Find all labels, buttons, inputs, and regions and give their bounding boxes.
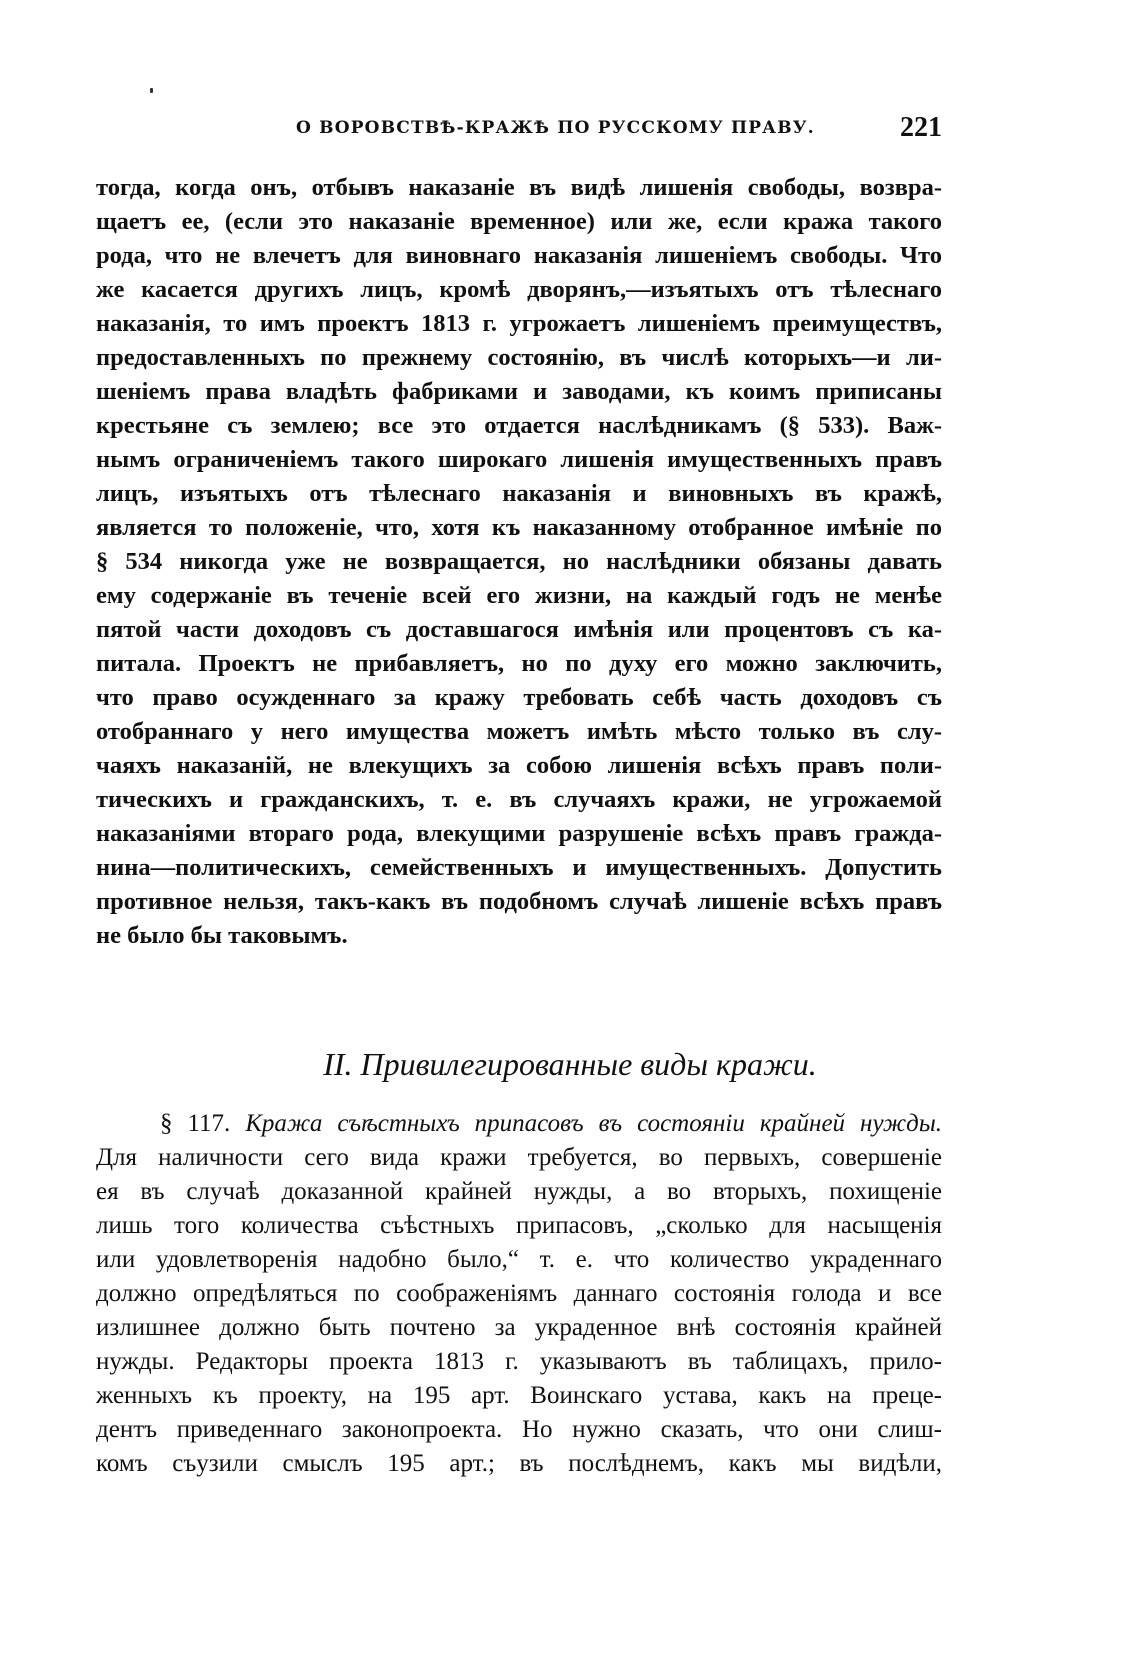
running-header: [96, 112, 942, 148]
text-line: нымъ ограниченіемъ такого широкаго лишенія имущественныхъ правъ: [96, 446, 942, 473]
text-line: нина—политическихъ, семейственныхъ и имущественныхъ. Допустить: [96, 854, 942, 881]
text-line: наказанія, то имъ проектъ 1813 г. угрожаетъ лишеніемъ преимуществъ,: [96, 310, 942, 337]
text-line: тическихъ и гражданскихъ, т. е. въ случаяхъ кражи, не угрожаемой: [96, 786, 942, 813]
text-line: женныхъ къ проекту, на 195 арт. Воинскаго устава, какъ на преце-: [96, 1382, 942, 1409]
text-line: предоставленныхъ по прежнему состоянію, въ числѣ которыхъ—и ли-: [96, 344, 942, 371]
text-line: шеніемъ права владѣть фабриками и заводами, къ коимъ приписаны: [96, 378, 942, 405]
text-line: является то положеніе, что, хотя къ наказанному отобранное имѣніе по: [96, 514, 942, 541]
section-heading: II. Привилегированные виды кражи.: [323, 1046, 817, 1082]
text-line: противное нельзя, такъ-какъ въ подобномъ случаѣ лишеніе всѣхъ правъ: [96, 888, 942, 915]
page-number: 221: [900, 112, 942, 143]
text-line: наказаніями втораго рода, влекущими разрушеніе всѣхъ правъ гражда-: [96, 820, 942, 847]
text-line: тогда, когда онъ, отбывъ наказаніе въ видѣ лишенія свободы, возвра-: [96, 174, 942, 201]
section-title: Кража съѣстныхъ припасовъ въ состояніи крайней нужды.: [245, 1110, 943, 1137]
text-line: чаяхъ наказаній, не влекущихъ за собою лишенія всѣхъ правъ поли-: [96, 752, 942, 779]
text-line: не было бы таковымъ.: [96, 922, 348, 949]
text-line: § 534 никогда уже не возвращается, но наслѣдники обязаны давать: [96, 548, 942, 575]
text-line: ея въ случаѣ доказанной крайней нужды, а во вторыхъ, похищеніе: [96, 1178, 942, 1205]
text-line: излишнее должно быть почтено за украденное внѣ состоянія крайней: [96, 1314, 942, 1341]
text-line: пятой части доходовъ съ доставшагося имѣнія или процентовъ съ ка-: [96, 616, 942, 643]
scan-speck: [150, 88, 153, 93]
text-line: или удовлетворенія надобно было,“ т. е. что количество украденнаго: [96, 1246, 942, 1273]
text-line: лицъ, изъятыхъ отъ тѣлеснаго наказанія и виновныхъ въ кражѣ,: [96, 480, 942, 507]
section-number: § 117.: [160, 1110, 231, 1137]
text-line: лишь того количества съѣстныхъ припасовъ, „сколько для насыщенія: [96, 1212, 942, 1239]
text-line: рода, что не влечетъ для виновнаго наказанія лишеніемъ свободы. Что: [96, 242, 942, 269]
text-line: щаетъ ее, (если это наказаніе временное) или же, если кража такого: [96, 208, 942, 235]
text-line: Для наличности сего вида кражи требуется, во первыхъ, совершеніе: [96, 1144, 942, 1171]
text-line: должно опредѣляться по соображеніямъ даннаго состоянія голода и все: [96, 1280, 942, 1307]
section-title-line: [160, 1107, 942, 1141]
text-line: комъ съузили смыслъ 195 арт.; въ послѣднемъ, какъ мы видѣли,: [96, 1450, 942, 1477]
text-line: нужды. Редакторы проекта 1813 г. указываютъ въ таблицахъ, прило-: [96, 1348, 942, 1375]
text-line: что право осужденнаго за кражу требовать себѣ часть доходовъ съ: [96, 684, 942, 711]
text-line: отобраннаго у него имущества можетъ имѣть мѣсто только въ слу-: [96, 718, 942, 745]
text-line: ему содержаніе въ теченіе всей его жизни, на каждый годъ не менѣе: [96, 582, 942, 609]
text-line: крестьяне съ землею; все это отдается наслѣдникамъ (§ 533). Важ-: [96, 412, 942, 439]
running-title: О ВОРОВСТВѢ-КРАЖѢ ПО РУССКОМУ ПРАВУ.: [296, 118, 815, 138]
text-line: питала. Проектъ не прибавляетъ, но по духу его можно заключить,: [96, 650, 942, 677]
text-line: дентъ приведеннаго законопроекта. Но нужно сказать, что они слиш-: [96, 1416, 942, 1443]
text-line: же касается другихъ лицъ, кромѣ дворянъ,—изъятыхъ отъ тѣлеснаго: [96, 276, 942, 303]
